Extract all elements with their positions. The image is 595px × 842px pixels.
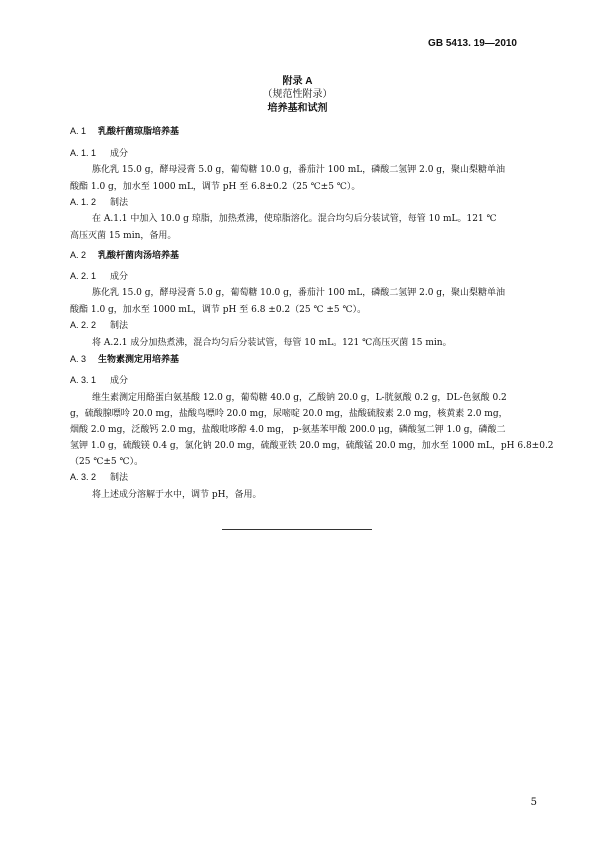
clause-a2-2-heading bbox=[70, 318, 128, 331]
page-number: 5 bbox=[530, 797, 537, 808]
clause-number: A. 2. 2 bbox=[70, 320, 97, 330]
section-a3-heading bbox=[70, 352, 179, 365]
appendix-heading: 培养基和试剂 bbox=[267, 103, 328, 114]
clause-a2-1-heading bbox=[70, 269, 128, 282]
clause-title: 成分 bbox=[110, 148, 129, 158]
section-a1-heading bbox=[70, 124, 179, 137]
section-number: A. 3 bbox=[70, 354, 87, 364]
section-title: 生物素测定用培养基 bbox=[98, 354, 180, 364]
paragraph-line: g，硫酸腺嘌呤 20.0 mg，盐酸鸟嘌呤 20.0 mg，尿嘧啶 20.0 mg，盐酸硫胺素 2.0 mg，核黄素 2.0 mg， bbox=[70, 409, 508, 419]
paragraph-line: 烟酸 2.0 mg，泛酸钙 2.0 mg，盐酸吡哆醇 4.0 mg， p-氨基苯甲酸 200.0 μg，磷酸氢二钾 1.0 g，磷酸二 bbox=[70, 425, 506, 435]
paragraph-line: 胨化乳 15.0 g，酵母浸膏 5.0 g，葡萄糖 10.0 g，番茄汁 100 mL，磷酸二氢钾 2.0 g，聚山梨糖单油 bbox=[92, 288, 506, 298]
clause-a1-2-heading bbox=[70, 195, 128, 208]
paragraph-line: 将上述成分溶解于水中，调节 pH，备用。 bbox=[92, 490, 262, 500]
clause-title: 制法 bbox=[110, 197, 129, 207]
paragraph-line: 酸酯 1.0 g，加水至 1000 mL，调节 pH 至 6.8 ±0.2（25 ℃ ±5 ℃）。 bbox=[70, 305, 367, 315]
paragraph-line: 高压灭菌 15 min，备用。 bbox=[70, 231, 177, 241]
clause-title: 成分 bbox=[110, 271, 129, 281]
end-rule bbox=[222, 529, 372, 530]
paragraph-line: 维生素测定用酪蛋白氨基酸 12.0 g，葡萄糖 40.0 g，乙酸钠 20.0 g，L-胱氨酸 0.2 g，DL-色氨酸 0.2 bbox=[92, 393, 507, 403]
paragraph-line: 在 A.1.1 中加入 10.0 g 琼脂，加热煮沸，使琼脂溶化。混合均匀后分装试管，每管 10 mL。121 ℃ bbox=[92, 214, 497, 224]
clause-number: A. 3. 1 bbox=[70, 375, 97, 385]
paragraph-line: （25 ℃±5 ℃）。 bbox=[70, 457, 144, 467]
clause-number: A. 3. 2 bbox=[70, 472, 97, 482]
clause-number: A. 1. 2 bbox=[70, 197, 97, 207]
section-number: A. 1 bbox=[70, 126, 87, 136]
clause-title: 制法 bbox=[110, 472, 129, 482]
clause-a1-1-heading bbox=[70, 146, 128, 159]
paragraph-line: 酸酯 1.0 g，加水至 1000 mL，调节 pH 至 6.8±0.2（25 ℃±5 ℃）。 bbox=[70, 182, 361, 192]
clause-a3-2-heading bbox=[70, 470, 128, 483]
paragraph-line: 胨化乳 15.0 g，酵母浸膏 5.0 g，葡萄糖 10.0 g，番茄汁 100 mL，磷酸二氢钾 2.0 g，聚山梨糖单油 bbox=[92, 165, 506, 175]
section-number: A. 2 bbox=[70, 250, 87, 260]
section-title: 乳酸杆菌肉汤培养基 bbox=[98, 250, 180, 260]
paragraph-line: 氢钾 1.0 g，硫酸镁 0.4 g，氯化钠 20.0 mg，硫酸亚铁 20.0 mg，硫酸锰 20.0 mg，加水至 1000 mL，pH 6.8±0.2 bbox=[70, 441, 554, 451]
clause-title: 制法 bbox=[110, 320, 129, 330]
clause-number: A. 2. 1 bbox=[70, 271, 97, 281]
appendix-subtitle: （规范性附录） bbox=[262, 89, 333, 100]
clause-a3-1-heading bbox=[70, 373, 128, 386]
standard-number: GB 5413. 19—2010 bbox=[428, 38, 517, 49]
section-title: 乳酸杆菌琼脂培养基 bbox=[98, 126, 180, 136]
clause-number: A. 1. 1 bbox=[70, 148, 97, 158]
appendix-title: 附录 A bbox=[282, 76, 313, 87]
clause-title: 成分 bbox=[110, 375, 129, 385]
section-a2-heading bbox=[70, 248, 179, 261]
paragraph-line: 将 A.2.1 成分加热煮沸，混合均匀后分装试管，每管 10 mL。121 ℃高压灭菌 15 min。 bbox=[92, 338, 452, 348]
